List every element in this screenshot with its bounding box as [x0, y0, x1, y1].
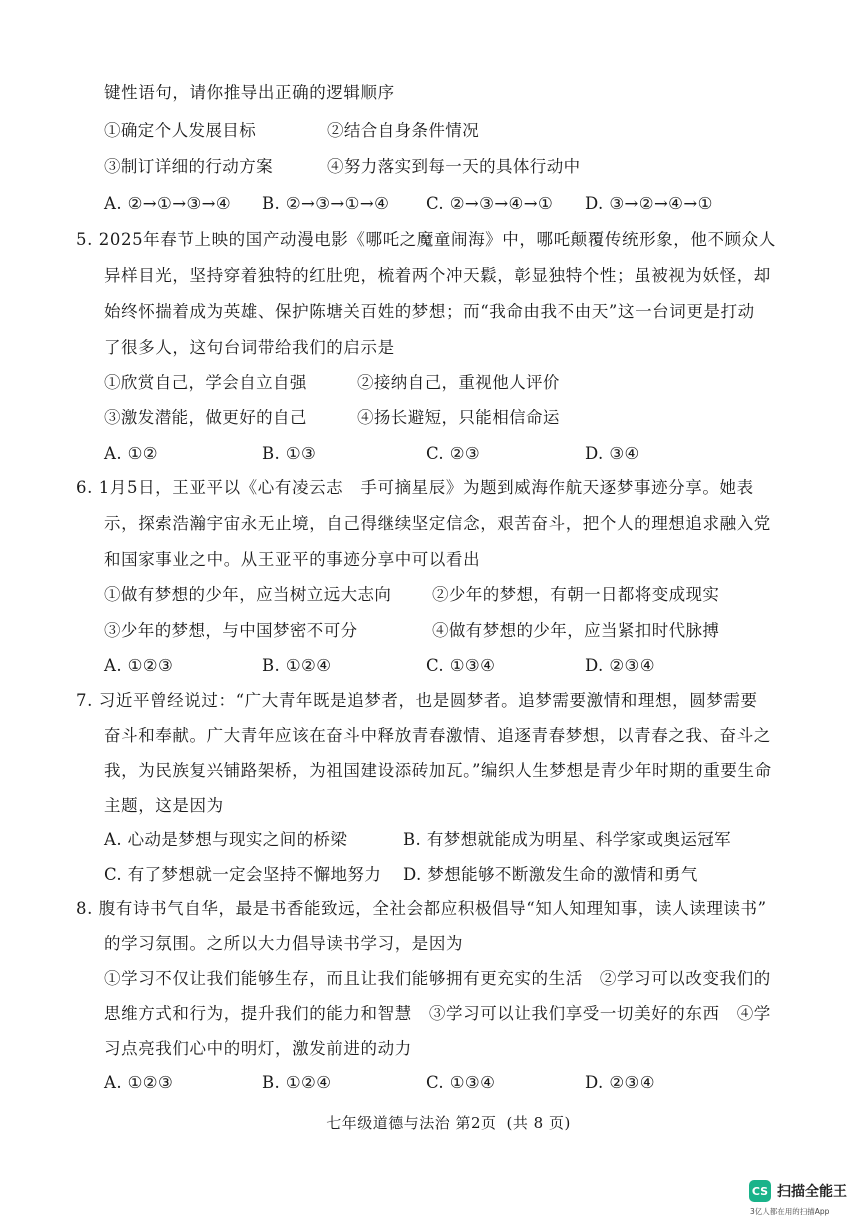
q8-line-4: 思维方式和行为，提升我们的能力和智慧 ③学习可以让我们享受一切美好的东西 ④学	[104, 1004, 771, 1023]
q8-line-5: 习点亮我们心中的明灯，激发前进的动力	[104, 1039, 412, 1058]
q7-option-d: D. 梦想能够不断激发生命的激情和勇气	[403, 865, 698, 884]
q7-line-4: 主题，这是因为	[104, 796, 224, 815]
q6-item-1: ①做有梦想的少年，应当树立远大志向	[104, 585, 392, 604]
q5-item-4: ④扬长避短，只能相信命运	[357, 408, 560, 427]
q8-line-2: 的学习氛围。之所以大力倡导读书学习，是因为	[104, 934, 464, 953]
q8-option-b: B. ①②④	[262, 1073, 332, 1092]
q4-option-d: D. ③→②→④→①	[585, 194, 713, 213]
q8-line-1: 8. 腹有诗书气自华，最是书香能致远，全社会都应积极倡导“知人知理知事，读人读理读书”	[76, 899, 767, 918]
q5-item-1: ①欣赏自己，学会自立自强	[104, 373, 307, 392]
q5-item-2: ②接纳自己，重视他人评价	[357, 373, 560, 392]
q8-option-d: D. ②③④	[585, 1073, 655, 1092]
q4-option-a: A. ②→①→③→④	[104, 194, 232, 213]
q6-option-a: A. ①②③	[104, 656, 174, 675]
footer-title: 七年级道德与法治 第2页	[326, 1114, 497, 1132]
page-footer	[0, 1112, 867, 1133]
q5-item-3: ③激发潜能，做更好的自己	[104, 408, 307, 427]
q6-option-b: B. ①②④	[262, 656, 332, 675]
q5-line-3: 始终怀揣着成为英雄、保护陈塘关百姓的梦想；而“我命由我不由天”这一台词更是打动	[104, 302, 755, 321]
q5-option-b: B. ①③	[262, 444, 317, 463]
q4-stem-tail: 键性语句，请你推导出正确的逻辑顺序	[104, 83, 395, 102]
q5-line-1: 5. 2025年春节上映的国产动漫电影《哪吒之魔童闹海》中，哪吒颠覆传统形象，他不顾众人	[76, 230, 776, 249]
q7-line-3: 我，为民族复兴铺路架桥，为祖国建设添砖加瓦。”编织人生梦想是青少年时期的重要生命	[104, 761, 772, 780]
q4-item-3: ③制订详细的行动方案	[104, 157, 273, 176]
camscanner-tagline: 3亿人都在用的扫描App	[750, 1207, 830, 1216]
camscanner-watermark	[749, 1180, 847, 1202]
q4-option-b: B. ②→③→①→④	[262, 194, 390, 213]
q8-option-a: A. ①②③	[104, 1073, 174, 1092]
q7-option-a: A. 心动是梦想与现实之间的桥梁	[104, 830, 348, 849]
q6-line-1: 6. 1月5日，王亚平以《心有凌云志 手可摘星辰》为题到威海作航天逐梦事迹分享。她表	[76, 478, 754, 497]
q6-item-4: ④做有梦想的少年，应当紧扣时代脉搏	[432, 621, 720, 640]
q4-item-4: ④努力落实到每一天的具体行动中	[327, 157, 581, 176]
q6-item-3: ③少年的梦想，与中国梦密不可分	[104, 621, 358, 640]
q8-option-c: C. ①③④	[426, 1073, 496, 1092]
q5-option-a: A. ①②	[104, 444, 158, 463]
q7-line-1: 7. 习近平曾经说过：“广大青年既是追梦者，也是圆梦者。追梦需要激情和理想，圆梦需要	[76, 691, 758, 710]
q6-line-3: 和国家事业之中。从王亚平的事迹分享中可以看出	[104, 550, 481, 569]
footer-total: (共 8 页)	[506, 1114, 571, 1132]
q7-line-2: 奋斗和奉献。广大青年应该在奋斗中释放青春激情、追逐青春梦想，以青春之我、奋斗之	[104, 726, 771, 745]
camscanner-logo-icon: CS	[749, 1180, 771, 1202]
camscanner-brand: 扫描全能王	[777, 1184, 847, 1200]
q6-option-c: C. ①③④	[426, 656, 496, 675]
q4-item-1: ①确定个人发展目标	[104, 121, 257, 140]
q6-line-2: 示，探索浩瀚宇宙永无止境，自己得继续坚定信念，艰苦奋斗，把个人的理想追求融入党	[104, 514, 771, 533]
q6-option-d: D. ②③④	[585, 656, 655, 675]
q4-item-2: ②结合自身条件情况	[327, 121, 480, 140]
q8-line-3: ①学习不仅让我们能够生存，而且让我们能够拥有更充实的生活 ②学习可以改变我们的	[104, 969, 771, 988]
q7-option-b: B. 有梦想就能成为明星、科学家或奥运冠军	[403, 830, 732, 849]
q7-option-c: C. 有了梦想就一定会坚持不懈地努力	[104, 865, 382, 884]
q5-option-d: D. ③④	[585, 444, 640, 463]
q5-line-4: 了很多人，这句台词带给我们的启示是	[104, 338, 395, 357]
q6-item-2: ②少年的梦想，有朝一日都将变成现实	[432, 585, 720, 604]
q4-option-c: C. ②→③→④→①	[426, 194, 554, 213]
q5-line-2: 异样目光，坚持穿着独特的红肚兜，梳着两个冲天鬏，彰显独特个性；虽被视为妖怪，却	[104, 266, 771, 285]
q5-option-c: C. ②③	[426, 444, 481, 463]
